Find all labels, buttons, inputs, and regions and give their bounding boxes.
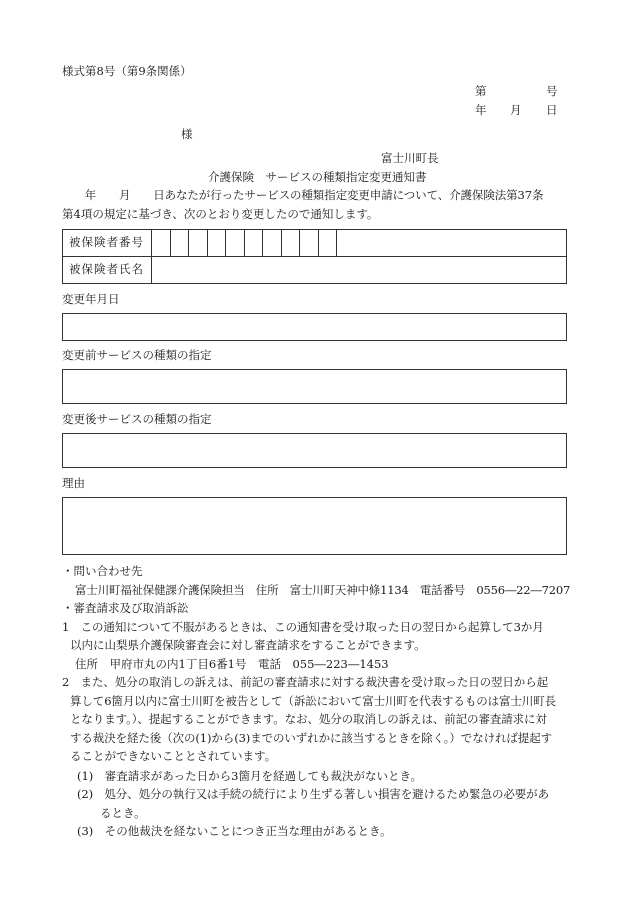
appeal-sub-2-line-2: るとき。 [100, 806, 146, 820]
digit-cell [318, 230, 319, 256]
contact-heading: ・問い合わせ先 [62, 564, 143, 578]
appeal-heading: ・審査請求及び取消訴訟 [62, 601, 189, 615]
change-date-label: 変更年月日 [62, 292, 120, 306]
appeal-item-1-line-1: 1 この通知について不服があるときは、この通知書を受け取った日の翌日から起算して3か月 [62, 620, 544, 634]
after-service-label: 変更後サービスの種類の指定 [62, 412, 212, 426]
digit-cell [244, 230, 245, 256]
doc-number-suffix: 号 [546, 84, 558, 98]
change-date-field[interactable] [62, 313, 567, 341]
name-label-divider [151, 256, 152, 283]
digit-cell [188, 230, 189, 256]
appeal-item-2-line-4: する裁決を経た後（次の(1)から(3)までのいずれかに該当するときを除く。）でなければ提起す [70, 731, 552, 745]
reason-field[interactable] [62, 497, 567, 555]
contact-line: 富士川町福祉保健課介護保険担当 住所 富士川町天神中條1134 電話番号 0556―22―7207 [75, 583, 571, 597]
table-row-divider [63, 256, 566, 257]
appeal-sub-2-line-1: (2) 処分、処分の執行又は手続の続行により生ずる著しい損害を避けるため緊急の必要があ [77, 787, 549, 801]
form-number: 様式第8号（第9条関係） [62, 64, 192, 78]
appeal-item-2-line-1: 2 また、処分の取消しの訴えは、前記の審査請求に対する裁決書を受け取った日の翌日から起 [62, 675, 549, 689]
appeal-item-2-line-5: ることができないこととされています。 [70, 749, 277, 763]
insured-number-cells[interactable] [151, 230, 336, 256]
reason-label: 理由 [62, 476, 85, 490]
intro-line-2: 第4項の規定に基づき、次のとおり変更したので通知します。 [62, 207, 379, 221]
appeal-sub-1: (1) 審査請求があった日から3箇月を経過しても裁決がないとき。 [77, 769, 423, 783]
intro-line-1: 年 月 日あなたが行ったサービスの種類指定変更申請について、介護保険法第37条 [62, 188, 544, 202]
before-service-field[interactable] [62, 369, 567, 404]
digit-cell [207, 230, 208, 256]
insured-info-table [62, 229, 567, 284]
digit-cell [170, 230, 171, 256]
digit-cell [281, 230, 282, 256]
digit-cell [151, 230, 152, 256]
date-month: 月 [510, 103, 522, 117]
doc-number-prefix: 第 [475, 84, 487, 98]
after-service-field[interactable] [62, 433, 567, 468]
document-title: 介護保険 サービスの種類指定変更通知書 [208, 170, 427, 184]
issuer: 富士川町長 [381, 151, 439, 165]
appeal-item-2-line-2: 算して6箇月以内に富士川町を被告として（訴訟において富士川町を代表するものは富士川町長 [70, 694, 557, 708]
insured-name-label: 被保険者氏名 [69, 262, 144, 276]
digit-cell [262, 230, 263, 256]
addressee-suffix: 様 [181, 127, 193, 141]
digit-cell [299, 230, 300, 256]
insured-number-label: 被保険者番号 [69, 235, 144, 249]
digit-cell [336, 230, 337, 256]
digit-cell [225, 230, 226, 256]
appeal-item-1-line-2: 以内に山梨県介護保険審査会に対し審査請求をすることができます。 [70, 638, 426, 652]
date-year: 年 [475, 103, 487, 117]
appeal-item-1-address: 住所 甲府市丸の内1丁目6番1号 電話 055―223―1453 [75, 657, 389, 671]
before-service-label: 変更前サービスの種類の指定 [62, 348, 212, 362]
appeal-sub-3: (3) その他裁決を経ないことにつき正当な理由があるとき。 [77, 824, 392, 838]
date-day: 日 [546, 103, 558, 117]
appeal-item-2-line-3: となります。）、提起することができます。なお、処分の取消しの訴えは、前記の審査請求に対 [70, 712, 547, 726]
